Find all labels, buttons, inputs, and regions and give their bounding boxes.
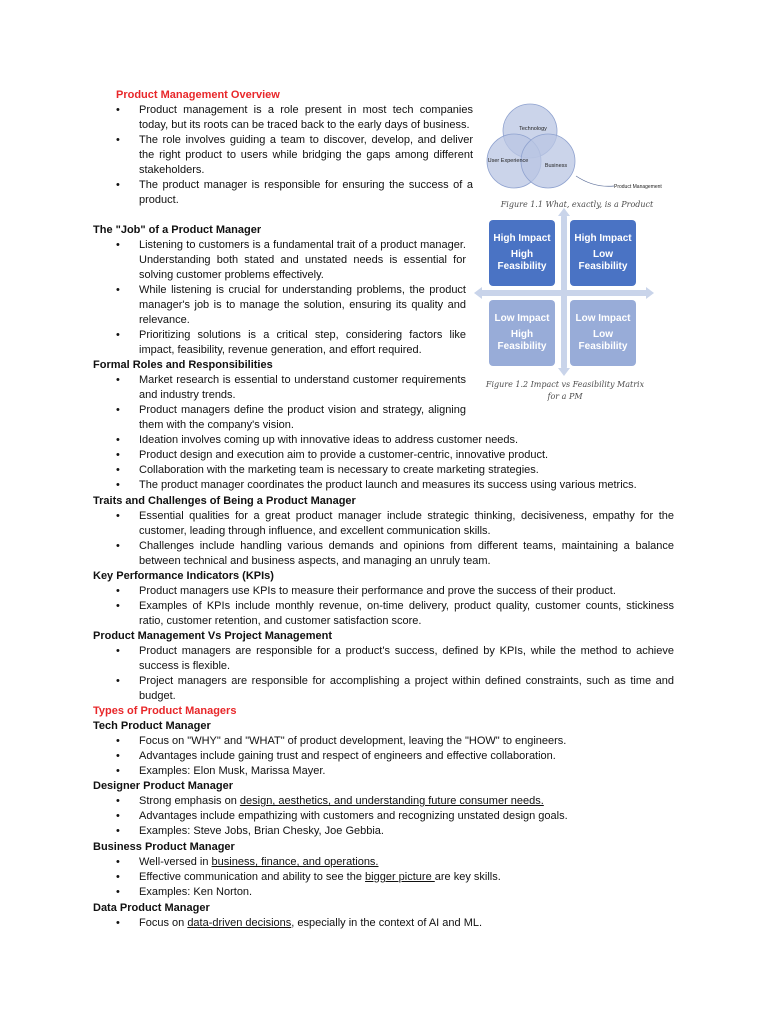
list-item: • Challenges include handling various demands and opinions from different teams, maintaining a balance between technical and business aspects, and managing an unruly team.: [116, 539, 674, 569]
underlined-text: bigger picture: [365, 871, 435, 883]
underlined-text: data-driven decisions: [187, 917, 292, 929]
venn-diagram-figure: [484, 100, 664, 192]
formal-roles-list-wide: [116, 433, 674, 493]
business-pm-list: [116, 855, 674, 900]
list-item: • Prioritizing solutions is a critical step, considering factors like impact, feasibility, revenue generation, and effort required.: [116, 328, 466, 358]
quadrant-feasibility-label: High Feasibility: [497, 249, 547, 272]
text-run: , especially in the context of AI and ML.: [291, 917, 483, 929]
venn-label-user-experience: User Experience: [487, 158, 529, 164]
figure-caption-2-line2: for a PM: [547, 392, 583, 401]
list-item: • Ideation involves coming up with innovative ideas to address customer needs.: [116, 433, 674, 448]
list-item: • Examples: Elon Musk, Marissa Mayer.: [116, 764, 674, 779]
section-heading-overview: Product Management Overview: [116, 89, 280, 101]
subheading-data-pm: Data Product Manager: [93, 902, 210, 914]
list-item: • Advantages include gaining trust and respect of engineers and effective collaboration.: [116, 749, 674, 764]
section-heading-formal-roles: Formal Roles and Responsibilities: [93, 359, 273, 371]
quadrant-low-impact-high-feasibility: [489, 300, 555, 366]
job-list: [116, 238, 466, 358]
text-run: Focus on: [139, 917, 188, 929]
vs-list: [116, 644, 674, 704]
list-item: • Collaboration with the marketing team is necessary to create marketing strategies.: [116, 463, 674, 478]
list-item: • Essential qualities for a great product manager include strategic thinking, decisiveness, empathy for the customer, leading through influence, and excellent communication skills.: [116, 509, 674, 539]
list-item: • Project managers are responsible for accomplishing a project within defined constraints, such as time and budget.: [116, 674, 674, 704]
section-heading-traits: Traits and Challenges of Being a Product Manager: [93, 495, 356, 507]
list-item: • Market research is essential to understand customer requirements and industry trends.: [116, 373, 466, 403]
arrow-down-icon: [558, 368, 570, 376]
subheading-tech-pm: Tech Product Manager: [93, 720, 211, 732]
arrow-right-icon: [646, 287, 654, 299]
quadrant-impact-label: High Impact: [574, 233, 632, 244]
quadrant-impact-label: High Impact: [493, 233, 551, 244]
list-item: • Product managers use KPIs to measure their performance and prove the success of their product.: [116, 584, 674, 599]
tech-pm-list: [116, 734, 674, 779]
list-item: • Listening to customers is a fundamental trait of a product manager. Understanding both stated and unstated needs is essential for solving customer problems effectively.: [116, 238, 466, 283]
list-item: • Product design and execution aim to provide a customer-centric, innovative product.: [116, 448, 674, 463]
text-run: Well-versed in: [139, 856, 212, 868]
section-heading-kpis: Key Performance Indicators (KPIs): [93, 570, 274, 582]
section-heading-types: Types of Product Managers: [93, 705, 237, 717]
quadrant-impact-label: Low Impact: [575, 313, 631, 324]
quadrant-feasibility-label: High Feasibility: [497, 329, 547, 352]
list-item: [116, 916, 674, 931]
figure-caption-1: Figure 1.1 What, exactly, is a Product: [500, 200, 654, 209]
list-item: • Product managers define the product vision and strategy, aligning them with the company's vision.: [116, 403, 466, 433]
subheading-designer-pm: Designer Product Manager: [93, 780, 233, 792]
quadrant-low-impact-low-feasibility: [570, 300, 636, 366]
overview-list: [116, 103, 473, 208]
list-item: • The product manager is responsible for ensuring the success of a product.: [116, 178, 473, 208]
arrow-up-icon: [558, 208, 570, 216]
list-item: [116, 855, 674, 870]
kpi-list: [116, 584, 674, 629]
venn-label-business: Business: [544, 163, 568, 169]
quadrant-high-impact-high-feasibility: [489, 220, 555, 286]
list-item: • Product management is a role present in most tech companies today, but its roots can be traced back to the early days of business.: [116, 103, 473, 133]
quadrant-impact-label: Low Impact: [494, 313, 550, 324]
venn-label-technology: Technology: [519, 126, 547, 132]
list-item: [116, 794, 674, 809]
list-item: • Examples: Ken Norton.: [116, 885, 674, 900]
figure-caption-2-line1: Figure 1.2 Impact vs Feasibility Matrix: [485, 380, 645, 389]
text-run: Effective communication and ability to see the: [139, 871, 366, 883]
list-item: • While listening is crucial for understanding problems, the product manager's job is to manage the solution, ensuring its quality and relevance.: [116, 283, 466, 328]
list-item: • Product managers are responsible for a product's success, defined by KPIs, while the method to achieve success is flexible.: [116, 644, 674, 674]
quadrant-high-impact-low-feasibility: [570, 220, 636, 286]
text-run: are key skills.: [434, 871, 501, 883]
venn-callout-label: Product Management: [614, 184, 662, 190]
list-item: • Focus on "WHY" and "WHAT" of product development, leaving the "HOW" to engineers.: [116, 734, 674, 749]
venn-circle-business: [521, 134, 575, 188]
section-heading-product-vs-project: Product Management Vs Project Management: [93, 630, 332, 642]
list-item: • Examples: Steve Jobs, Brian Chesky, Joe Gebbia.: [116, 824, 674, 839]
data-pm-list: [116, 916, 674, 931]
quadrant-feasibility-label: Low Feasibility: [578, 249, 628, 272]
list-item: • Advantages include empathizing with customers and recognizing unstated design goals.: [116, 809, 674, 824]
matrix-vertical-axis: [561, 214, 567, 370]
underlined-text: business, finance, and operations.: [211, 856, 379, 868]
impact-feasibility-matrix: [478, 214, 650, 370]
subheading-business-pm: Business Product Manager: [93, 841, 235, 853]
list-item: • Examples of KPIs include monthly revenue, on-time delivery, product quality, customer counts, stickiness ratio, customer retention, and customer satisfaction score.: [116, 599, 674, 629]
underlined-text: design, aesthetics, and understanding future consumer needs.: [239, 795, 544, 807]
list-item: • The product manager coordinates the product launch and measures its success using various metrics.: [116, 478, 674, 493]
arrow-left-icon: [474, 287, 482, 299]
quadrant-feasibility-label: Low Feasibility: [578, 329, 628, 352]
formal-roles-list-narrow: [116, 373, 466, 433]
callout-line: [576, 176, 614, 186]
designer-pm-list: [116, 794, 674, 839]
traits-list: [116, 509, 674, 569]
text-run: Strong emphasis on: [139, 795, 240, 807]
list-item: • The role involves guiding a team to discover, develop, and deliver the right product to users while bridging the gaps among different stakeholders.: [116, 133, 473, 178]
section-heading-job: The "Job" of a Product Manager: [93, 224, 262, 236]
list-item: [116, 870, 674, 885]
